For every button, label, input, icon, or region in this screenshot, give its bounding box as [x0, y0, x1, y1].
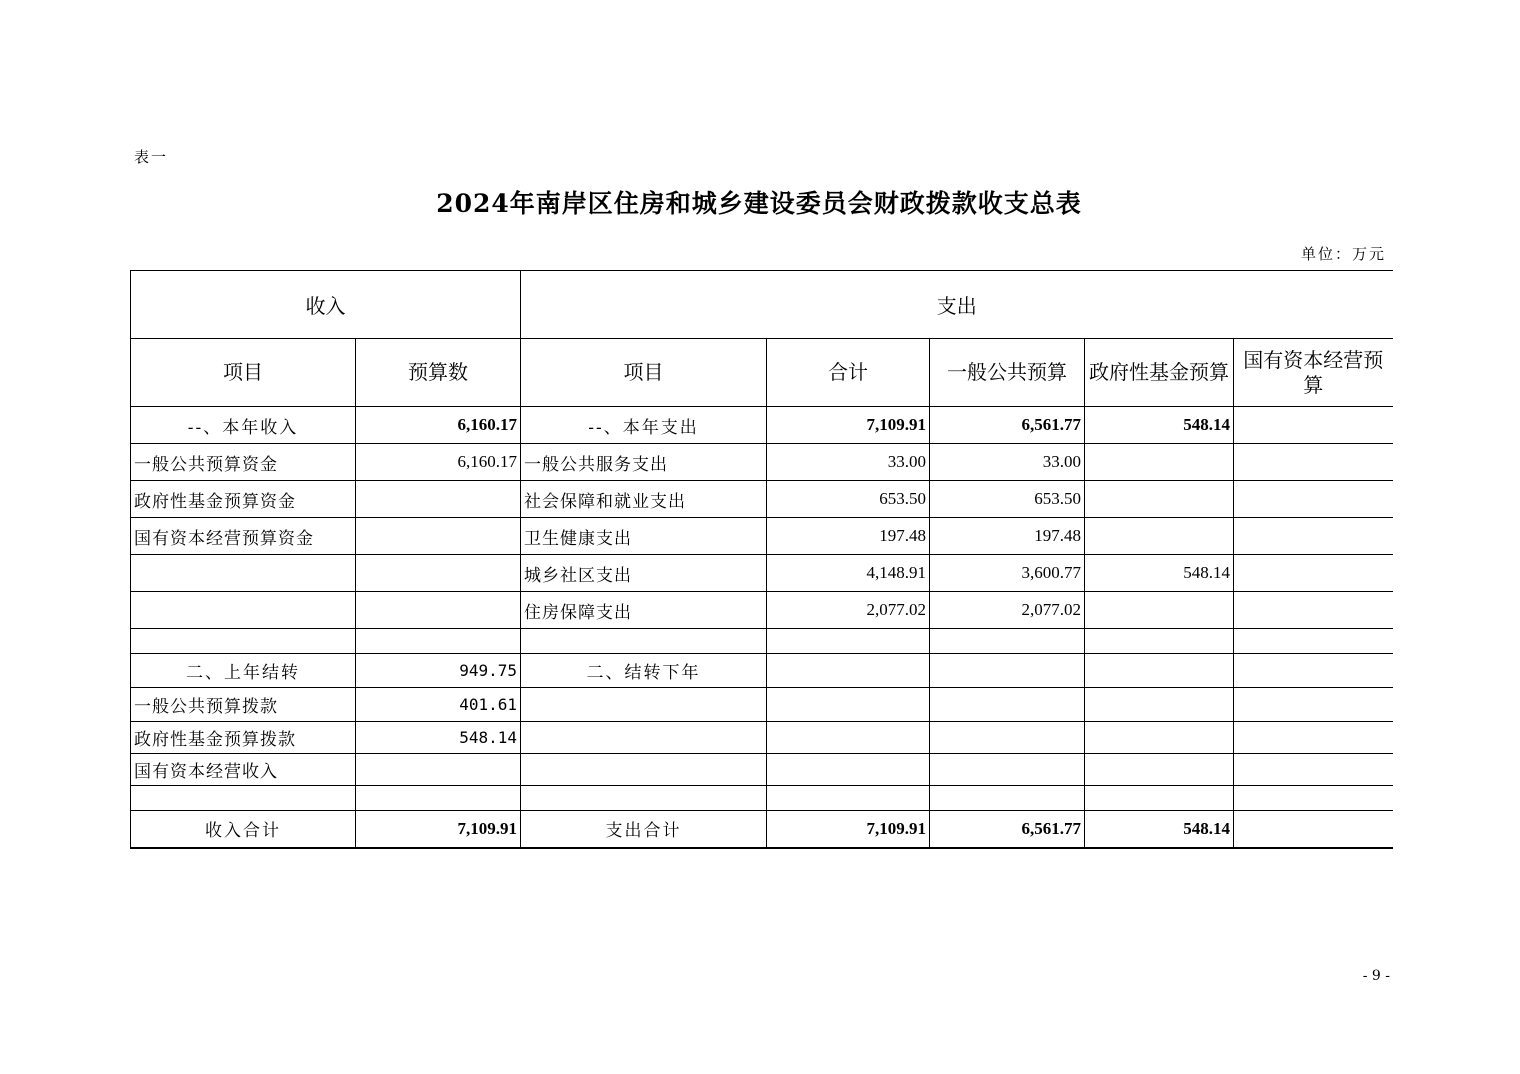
table-row [131, 444, 1393, 481]
table-row [131, 722, 1393, 754]
exp-total-cell: 197.48 [767, 518, 930, 555]
exp-item-cell [521, 786, 767, 811]
exp-item-cell [521, 722, 767, 754]
exp-state-total [1234, 811, 1393, 848]
exp-item-cell: 社会保障和就业支出 [521, 481, 767, 518]
column-header-row [131, 339, 1393, 407]
exp-fund-cell [1085, 688, 1234, 722]
exp-total-cell: 4,148.91 [767, 555, 930, 592]
exp-item-cell [521, 754, 767, 786]
exp-total-cell: 2,077.02 [767, 592, 930, 629]
exp-fund-cell: 548.14 [1085, 407, 1234, 444]
header-exp-total: 合计 [767, 339, 930, 407]
exp-general-cell: 6,561.77 [930, 407, 1085, 444]
exp-general-cell: 197.48 [930, 518, 1085, 555]
income-amount-cell: 6,160.17 [356, 407, 521, 444]
exp-general-cell [930, 754, 1085, 786]
table-row [131, 481, 1393, 518]
exp-general-cell: 33.00 [930, 444, 1085, 481]
exp-fund-cell [1085, 629, 1234, 654]
income-item-cell [131, 592, 356, 629]
table-row [131, 592, 1393, 629]
exp-item-cell: 住房保障支出 [521, 592, 767, 629]
table-row [131, 654, 1393, 688]
exp-state-cell [1234, 786, 1393, 811]
exp-total-cell [767, 786, 930, 811]
table-row [131, 754, 1393, 786]
exp-general-cell [930, 654, 1085, 688]
table-row [131, 407, 1393, 444]
income-amount-cell [356, 786, 521, 811]
exp-total-cell [767, 688, 930, 722]
exp-fund-cell [1085, 444, 1234, 481]
exp-total-amount: 7,109.91 [767, 811, 930, 848]
exp-item-cell: 二、结转下年 [521, 654, 767, 688]
income-amount-cell [356, 555, 521, 592]
income-item-cell [131, 786, 356, 811]
income-amount-cell [356, 629, 521, 654]
income-amount-cell: 401.61 [356, 688, 521, 722]
exp-general-cell [930, 786, 1085, 811]
exp-fund-cell [1085, 518, 1234, 555]
income-item-cell: --、本年收入 [131, 407, 356, 444]
exp-total-cell [767, 754, 930, 786]
exp-item-cell: 一般公共服务支出 [521, 444, 767, 481]
exp-general-cell: 3,600.77 [930, 555, 1085, 592]
exp-total-cell [767, 654, 930, 688]
exp-fund-cell [1085, 481, 1234, 518]
income-item-cell: 政府性基金预算资金 [131, 481, 356, 518]
income-amount-cell [356, 518, 521, 555]
exp-item-cell: 城乡社区支出 [521, 555, 767, 592]
exp-total-label: 支出合计 [521, 811, 767, 848]
exp-state-cell [1234, 629, 1393, 654]
exp-general-cell [930, 629, 1085, 654]
table-row [131, 688, 1393, 722]
income-item-cell [131, 629, 356, 654]
totals-row [131, 811, 1393, 848]
exp-item-cell [521, 629, 767, 654]
header-exp-fund: 政府性基金预算 [1085, 339, 1234, 407]
exp-total-cell: 33.00 [767, 444, 930, 481]
exp-state-cell [1234, 722, 1393, 754]
header-exp-item: 项目 [521, 339, 767, 407]
exp-total-cell: 7,109.91 [767, 407, 930, 444]
exp-state-cell [1234, 407, 1393, 444]
exp-general-cell [930, 688, 1085, 722]
table-row [131, 518, 1393, 555]
exp-fund-total: 548.14 [1085, 811, 1234, 848]
exp-fund-cell [1085, 754, 1234, 786]
exp-state-cell [1234, 688, 1393, 722]
exp-fund-cell [1085, 592, 1234, 629]
exp-state-cell [1234, 654, 1393, 688]
table-row [131, 629, 1393, 654]
expenditure-band: 支出 [521, 271, 1393, 339]
income-amount-cell [356, 481, 521, 518]
income-item-cell: 国有资本经营收入 [131, 754, 356, 786]
exp-general-cell [930, 722, 1085, 754]
exp-total-cell [767, 722, 930, 754]
unit-label: 单位：万元 [1300, 245, 1386, 263]
income-amount-cell: 6,160.17 [356, 444, 521, 481]
income-amount-cell [356, 754, 521, 786]
income-total-amount: 7,109.91 [356, 811, 521, 848]
income-total-label: 收入合计 [131, 811, 356, 848]
exp-item-cell: --、本年支出 [521, 407, 767, 444]
income-amount-cell: 949.75 [356, 654, 521, 688]
table-row [131, 555, 1393, 592]
exp-state-cell [1234, 444, 1393, 481]
exp-state-cell [1234, 592, 1393, 629]
header-exp-state: 国有资本经营预算 [1234, 339, 1393, 407]
exp-general-total: 6,561.77 [930, 811, 1085, 848]
exp-state-cell [1234, 754, 1393, 786]
exp-item-cell [521, 688, 767, 722]
exp-general-cell: 2,077.02 [930, 592, 1085, 629]
exp-item-cell: 卫生健康支出 [521, 518, 767, 555]
income-item-cell: 二、上年结转 [131, 654, 356, 688]
income-item-cell: 一般公共预算拨款 [131, 688, 356, 722]
exp-fund-cell [1085, 722, 1234, 754]
exp-fund-cell [1085, 786, 1234, 811]
income-band: 收入 [131, 271, 521, 339]
exp-state-cell [1234, 555, 1393, 592]
exp-fund-cell: 548.14 [1085, 555, 1234, 592]
income-item-cell: 政府性基金预算拨款 [131, 722, 356, 754]
income-item-cell: 国有资本经营预算资金 [131, 518, 356, 555]
exp-total-cell [767, 629, 930, 654]
header-exp-general: 一般公共预算 [930, 339, 1085, 407]
income-amount-cell: 548.14 [356, 722, 521, 754]
table-row [131, 786, 1393, 811]
exp-general-cell: 653.50 [930, 481, 1085, 518]
band-header-row [131, 271, 1393, 339]
exp-state-cell [1234, 518, 1393, 555]
income-amount-cell [356, 592, 521, 629]
header-income-budget: 预算数 [356, 339, 521, 407]
page-number: - 9 - [1362, 968, 1390, 984]
exp-total-cell: 653.50 [767, 481, 930, 518]
page-title: 2024年南岸区住房和城乡建设委员会财政拨款收支总表 [436, 189, 1082, 218]
income-item-cell: 一般公共预算资金 [131, 444, 356, 481]
table-label: 表一 [134, 148, 169, 166]
budget-summary-table [130, 270, 1393, 849]
exp-state-cell [1234, 481, 1393, 518]
header-income-item: 项目 [131, 339, 356, 407]
exp-fund-cell [1085, 654, 1234, 688]
income-item-cell [131, 555, 356, 592]
